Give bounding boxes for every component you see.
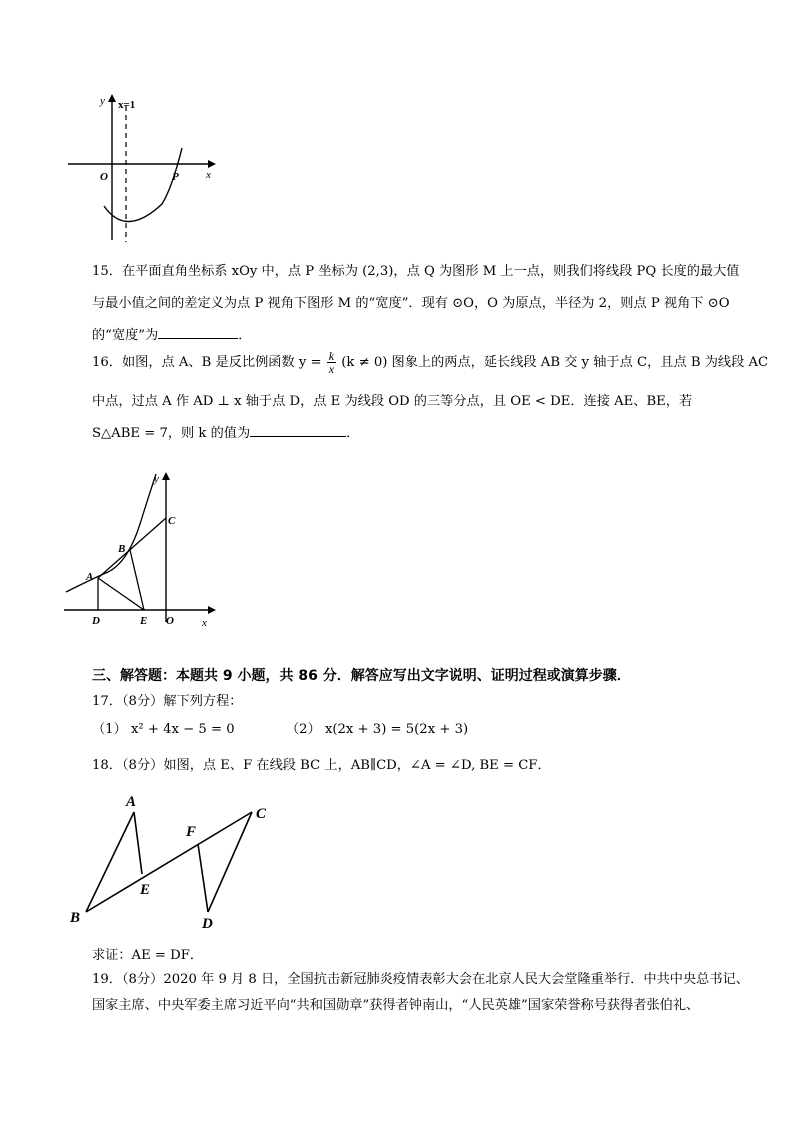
q15-line2: 与最小值之间的差定义为点 P 视角下图形 M 的“宽度”．现有 ⊙O，O 为原点，半径为 2，则点 P 视角下 ⊙O <box>92 296 730 311</box>
point-e-label: E <box>140 882 151 898</box>
q16-line3 <box>92 422 359 444</box>
q16-line1 <box>92 350 768 375</box>
y-axis-arrow-icon <box>108 94 116 102</box>
triangle-figure <box>62 786 282 938</box>
point-a-label: A <box>86 571 94 583</box>
q17-part2: （2） x(2x + 3) = 5(2x + 3) <box>286 722 469 737</box>
point-d-label: D <box>92 615 100 627</box>
point-a-label: A <box>126 794 137 810</box>
parabola-curve <box>104 148 182 222</box>
y-axis-arrow-icon <box>162 472 170 480</box>
q15-answer-blank[interactable] <box>158 324 238 339</box>
q15-line1: 15．在平面直角坐标系 xOy 中，点 P 坐标为 (2,3)，点 Q 为图形 M 上一点，则我们将线段 PQ 长度的最大值 <box>92 264 740 279</box>
point-b-label: B <box>70 910 81 926</box>
point-p-label: P <box>172 171 179 183</box>
q16-answer-blank[interactable] <box>250 422 346 437</box>
q16-line3-text: S△ABE = 7，则 k 的值为 <box>92 426 251 441</box>
parabola-figure <box>62 88 222 248</box>
q16-frac-num: k <box>328 349 335 363</box>
q19-line1: 19．（8分）2020 年 9 月 8 日，全国抗击新冠肺炎疫情表彰大会在北京人民大会堂隆重举行．中共中央总书记、 <box>92 972 749 987</box>
hyperbola-curve <box>66 474 156 592</box>
point-c-label: C <box>256 806 267 822</box>
q18-prove: 求证：AE = DF． <box>92 948 204 963</box>
x-axis-arrow-icon <box>208 160 216 168</box>
segment-bc <box>86 812 252 912</box>
point-d-label: D <box>202 916 213 932</box>
point-e-label: E <box>140 615 148 627</box>
segment-ae <box>134 812 142 874</box>
q19-line2: 国家主席、中央军委主席习近平向“共和国勋章”获得者钟南山，“人民英雄”国家荣誉称号获得者张伯礼、 <box>92 998 700 1013</box>
x-axis-arrow-icon <box>208 606 216 614</box>
origin-label: O <box>166 615 174 627</box>
origin-label: O <box>100 171 108 183</box>
q15-line3 <box>92 324 251 346</box>
q16-line2: 中点，过点 A 作 AD ⊥ x 轴于点 D，点 E 为线段 OD 的三等分点，且 OE < DE．连接 AE、BE，若 <box>92 394 693 409</box>
q18-line1: 18．（8分）如图，点 E、F 在线段 BC 上，AB∥CD，∠A = ∠D, BE = CF． <box>92 758 551 773</box>
segment-cd <box>208 812 252 912</box>
q16-line3-end: ． <box>346 426 360 441</box>
inverse-proportion-figure <box>62 466 222 630</box>
symmetry-line-label: x=1 <box>118 99 136 111</box>
segment-ac <box>98 518 166 578</box>
x-axis-label: x <box>202 617 207 629</box>
segment-fd <box>198 844 208 912</box>
point-b-label: B <box>118 543 126 555</box>
q15-line3-end: ． <box>238 328 252 343</box>
point-c-label: C <box>168 515 176 527</box>
section-heading: 三、解答题：本题共 9 小题，共 86 分．解答应写出文字说明、证明过程或演算步骤． <box>92 668 631 684</box>
q15-line3-text: 的“宽度”为 <box>92 328 159 343</box>
q17-part1: （1） x² + 4x − 5 = 0 <box>92 722 235 737</box>
y-axis-label: y <box>100 95 105 107</box>
q16-fraction <box>327 350 336 375</box>
q16-frac-den: x <box>328 362 335 376</box>
y-axis-label: y <box>154 473 159 485</box>
point-f-label: F <box>186 824 197 840</box>
q16-line1-rest: (k ≠ 0) 图象上的两点，延长线段 AB 交 y 轴于点 C，且点 B 为线段 AC <box>341 355 769 370</box>
q16-line1-text: 16．如图，点 A、B 是反比例函数 y = <box>92 355 322 370</box>
x-axis-label: x <box>206 169 211 181</box>
q17-line1: 17．（8分）解下列方程： <box>92 694 243 709</box>
